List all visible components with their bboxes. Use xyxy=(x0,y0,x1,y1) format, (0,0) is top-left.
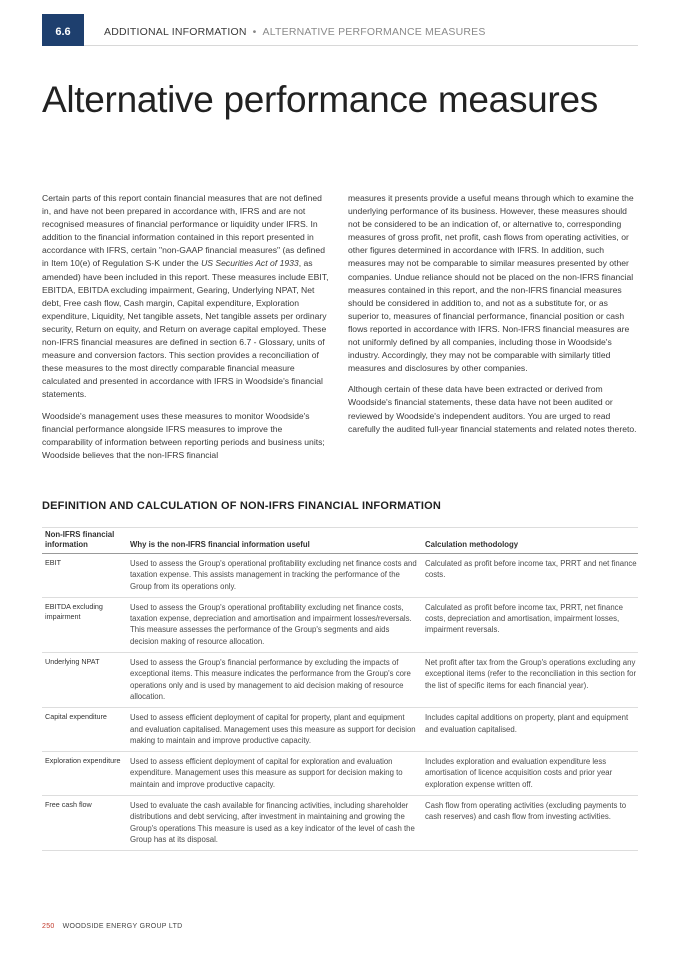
intro-paragraph-4: Although certain of these data have been extracted or derived from Woodside's financial statements, these data have not been audited or reviewed by Woodside's independent auditors. You are urged to read carefully the audited full-year financial statements and related notes thereto. xyxy=(348,384,637,434)
securities-act-citation: US Securities Act of 1933 xyxy=(201,258,299,269)
column-header-name: Non-IFRS financial information xyxy=(45,530,115,549)
measure-name: EBIT xyxy=(45,558,61,567)
table-row xyxy=(42,752,638,796)
page-number: 250 xyxy=(42,923,55,930)
table-header-row xyxy=(42,528,638,554)
table-heading: DEFINITION AND CALCULATION OF NON-IFRS FINANCIAL INFORMATION xyxy=(42,500,442,512)
column-header-calculation: Calculation methodology xyxy=(425,540,519,549)
table-row xyxy=(42,796,638,851)
intro-right-column xyxy=(348,192,638,470)
measure-calculation: Cash flow from operating activities (excluding payments to cash reserves) and cash flow from investing activities. xyxy=(425,801,627,822)
intro-paragraph-1: Certain parts of this report contain financial measures that are not defined in, and have not been prepared in accordance with, IFRS and are not recognised measures of financial performance or liquidity under IFRS. In addition to the financial information contained in this report presented in accordance with IFRS, certain "non-GAAP financial measures" (as defined in Item 10(e) of Regulation S-K under the US Securities Act of 1933, as amended) have been included in this report. These measures include EBIT, EBITDA, EBITDA excluding impairment, Gearing, Underlying NPAT, Net debt, Free cash flow, Cash margin, Capital expenditure, Exploration expenditure, Liquidity, Net tangible assets, Net tangible assets per ordinary security, Return on equity, and Return on average capital employed. These non-IFRS financial measures are defined in section 6.7 - Glossary, units of measure and conversion factors. This section provides a reconciliation of these measures to the most directly comparable financial measure calculated and presented in accordance with IFRS in Woodside's financial statements. xyxy=(42,193,329,400)
measure-name: Underlying NPAT xyxy=(45,657,100,667)
measure-name: Exploration expenditure xyxy=(45,756,121,766)
measure-calculation: Calculated as profit before income tax, PRRT, net finance costs, depreciation and amortisation, impairment losses, impairment reversals. xyxy=(425,602,623,635)
page-header xyxy=(42,14,638,46)
header-separator: • xyxy=(252,26,257,38)
measure-name: Free cash flow xyxy=(45,800,92,810)
intro-left-column xyxy=(42,192,332,470)
measure-purpose: Used to assess the Group's financial performance by excluding the impacts of exceptional items. This measure indicates the performance from the Group's core operations only and is used by management to aid decision making of resource allocation. xyxy=(130,658,411,701)
intro-paragraph-3: measures it presents provide a useful means through which to examine the underlying performance of its business. However, these measures should not be considered to be an indication of, or alternative to, corresponding measures of gross profit, net profit, cash flows from operating activities, or other figures determined in accordance with IFRS. In addition, such measures may not be comparable to similar measures presented by other companies. Undue reliance should not be placed on the non-IFRS financial measures contained in this report, and the non-IFRS financial measures should be considered in addition to, and not as a substitute for, or as superior to, measures of financial performance, financial position or cash flows reported in accordance with IFRS. Non-IFRS financial measures are not uniformly defined by all companies, including those in Woodside's industry. Accordingly, they may not be comparable with similarly titled measures and disclosures by other companies. xyxy=(348,193,634,374)
measure-purpose: Used to assess efficient deployment of capital for property, plant and equipment and evaluation capitalised. Management uses this measure as support for decision making to maintain and improve productive capacity. xyxy=(130,713,416,745)
company-name: WOODSIDE ENERGY GROUP LTD xyxy=(62,923,183,930)
header-breadcrumb xyxy=(104,26,486,38)
table-row xyxy=(42,554,638,598)
table-row xyxy=(42,598,638,653)
non-ifrs-table xyxy=(42,527,638,851)
header-section-title: ADDITIONAL INFORMATION xyxy=(104,26,247,38)
measure-name: EBITDA excluding impairment xyxy=(45,601,103,622)
table-row xyxy=(42,708,638,752)
table-row xyxy=(42,653,638,708)
measure-purpose: Used to evaluate the cash available for financing activities, including shareholder distributions and debt servicing, after investment in maintaining and growing the Group's operations This measure is used as a key indicator of the level of cash the Group has at its disposal. xyxy=(130,801,415,844)
page-title: Alternative performance measures xyxy=(42,79,598,120)
measure-name: Capital expenditure xyxy=(45,712,107,722)
intro-paragraph-2: Woodside's management uses these measures to monitor Woodside's financial performance alongside IFRS measures to improve the comparability of information between reporting periods and business units; Woodside believes that the non-IFRS financial xyxy=(42,410,325,460)
intro-text xyxy=(42,192,638,470)
measure-calculation: Calculated as profit before income tax, PRRT and net finance costs. xyxy=(425,559,637,580)
measure-calculation: Includes exploration and evaluation expenditure less amortisation of licence acquisition costs and prior year exploration expense written off. xyxy=(425,757,613,789)
measure-calculation: Net profit after tax from the Group's operations excluding any exceptional items (refer to the reconciliation in this section for the list of specific items for each financial year). xyxy=(425,658,637,690)
column-header-why: Why is the non-IFRS financial information useful xyxy=(130,540,310,549)
measure-purpose: Used to assess the Group's operational profitability excluding net finance costs and taxation expense. This assists management in tracking the performance of the Group from its operations only. xyxy=(130,559,417,591)
section-number-badge: 6.6 xyxy=(42,14,84,46)
page-footer xyxy=(42,923,183,930)
measure-calculation: Includes capital additions on property, plant and equipment and evaluation capitalised. xyxy=(425,713,629,734)
measure-purpose: Used to assess the Group's operational profitability excluding net finance costs, taxation expense, depreciation and amortisation and impairment losses/reversals. This measure assesses the performance of the Group's segments and aids decision making of resource allocation. xyxy=(130,602,412,646)
header-subsection-title: ALTERNATIVE PERFORMANCE MEASURES xyxy=(262,26,486,38)
measure-purpose: Used to assess efficient deployment of capital for exploration and evaluation expenditure. Management uses this measure as support for decision making to maintain and improve productive capacity. xyxy=(130,757,403,789)
